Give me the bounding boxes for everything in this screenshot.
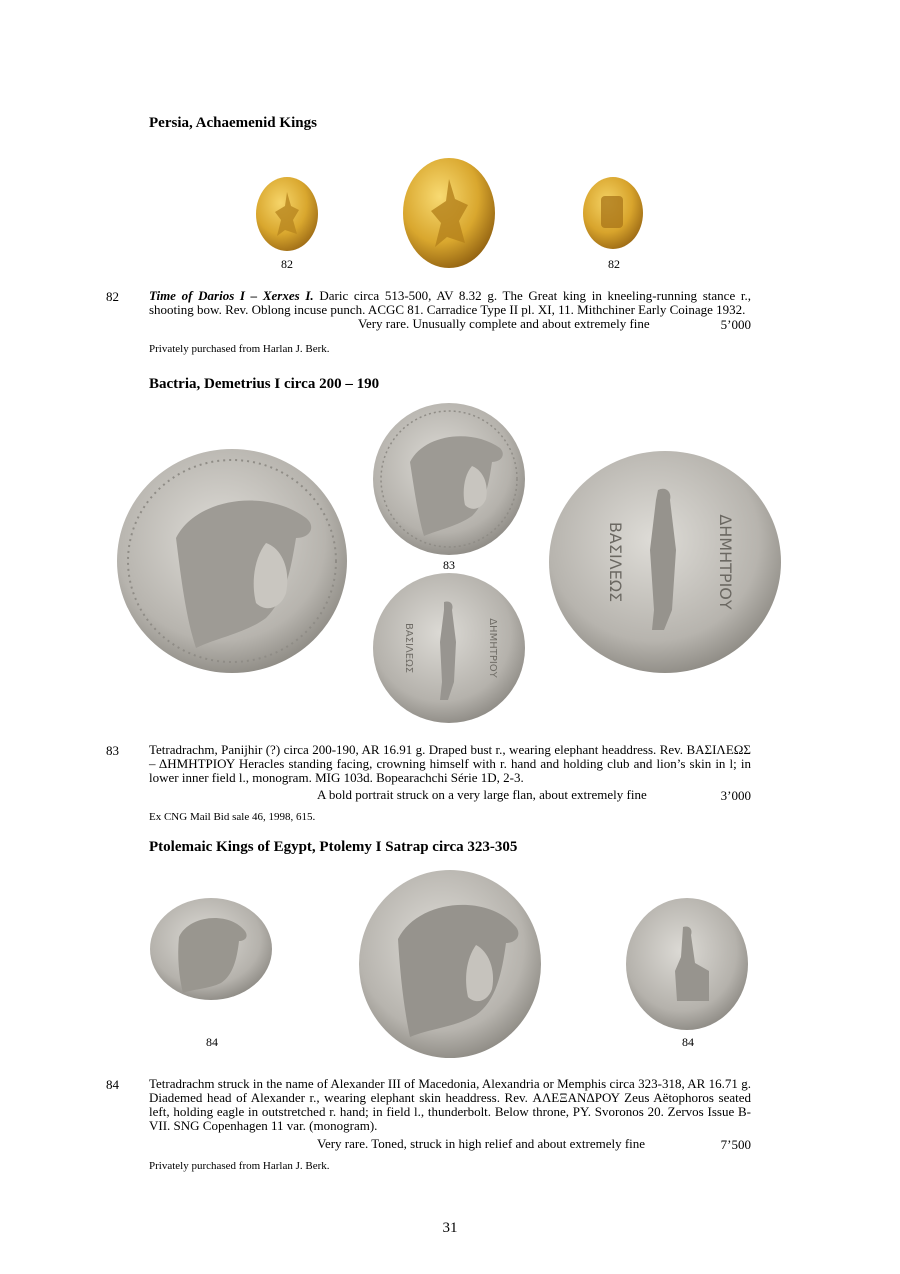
section-title-bactria: Bactria, Demetrius I circa 200 – 190 bbox=[149, 376, 380, 392]
coin-label-84-left: 84 bbox=[206, 1035, 218, 1049]
lot-title-82: Time of Darios I – Xerxes I. bbox=[149, 288, 314, 303]
lot-description-83: Tetradrachm, Panijhir (?) circa 200-190, AR 16.91 g. Draped bust r., wearing elephant headdress. Rev. ΒΑΣΙΛΕΩΣ – ΔΗΜΗΤΡΙΟΥ Heracles standing facing, crowning himself with r. hand and holding club and lion’s skin in l; in lower inner field l., monogram. MIG 103d. Bopearachchi Série 1D, 2-3. bbox=[149, 742, 751, 785]
coin-83-obverse-large bbox=[116, 448, 348, 674]
coin-label-83: 83 bbox=[443, 558, 455, 572]
coin-83-reverse-large bbox=[548, 450, 782, 674]
coin-82-reverse-small bbox=[582, 176, 644, 250]
lot-number-83: 83 bbox=[106, 743, 119, 758]
coin-84-obverse-small bbox=[149, 897, 273, 1001]
coin-83-small-legend-right: ΔΗΜΗΤΡΙΟΥ bbox=[487, 618, 498, 678]
page-number: 31 bbox=[442, 1220, 458, 1236]
lot-grade-83: A bold portrait struck on a very large flan, about extremely fine bbox=[317, 787, 647, 802]
coin-82-obverse-small bbox=[255, 176, 319, 252]
coin-83-large-legend-left: ΒΑΣΙΛΕΩΣ bbox=[606, 521, 625, 603]
section-title-ptolemaic: Ptolemaic Kings of Egypt, Ptolemy I Satrap circa 323-305 bbox=[149, 839, 518, 855]
lot-description-84: Tetradrachm struck in the name of Alexander III of Macedonia, Alexandria or Memphis circa 323-318, AR 16.71 g. Diademed head of Alexander r., wearing elephant skin headdress. Rev. ΑΛΕΞΑΝΔΡΟΥ Zeus Aëtophoros seated left, holding eagle in outstretched r. hand; in field l., thunderbolt. Below throne, PY. Svoronos 20. Zervos Issue B-VII. SNG Copenhagen 11 var. (monogram). bbox=[149, 1076, 751, 1133]
section-title-persia: Persia, Achaemenid Kings bbox=[149, 115, 317, 131]
lot-price-84: 7’500 bbox=[720, 1137, 751, 1152]
lot-provenance-82: Privately purchased from Harlan J. Berk. bbox=[149, 343, 330, 355]
coin-83-obverse-small bbox=[372, 402, 526, 556]
lot-grade-82: Very rare. Unusually complete and about extremely fine bbox=[358, 316, 650, 331]
lot-text-82: Daric circa 513-500, AV 8.32 g. The Great king in kneeling-running stance r., shooting bow. Rev. Oblong incuse punch. ACGC 81. Carradice Type II pl. XI, 11. Mithchiner Early Coinage 1932. bbox=[149, 288, 751, 317]
lot-grade-84: Very rare. Toned, struck in high relief and about extremely fine bbox=[317, 1136, 646, 1151]
coin-84-reverse-small bbox=[625, 897, 750, 1031]
coin-label-82-left: 82 bbox=[281, 257, 293, 271]
lot-number-82: 82 bbox=[106, 289, 119, 304]
coin-83-large-legend-right: ΔΗΜΗΤΡΙΟΥ bbox=[716, 514, 735, 610]
coin-83-small-legend-left: ΒΑΣΙΛΕΩΣ bbox=[403, 622, 414, 674]
coin-82-obverse-large bbox=[402, 157, 497, 270]
lot-price-83: 3’000 bbox=[720, 788, 751, 803]
coin-83-reverse-small bbox=[372, 572, 527, 724]
lot-number-84: 84 bbox=[106, 1077, 119, 1092]
coin-84-obverse-large bbox=[358, 869, 543, 1059]
lot-provenance-83: Ex CNG Mail Bid sale 46, 1998, 615. bbox=[149, 811, 316, 823]
lot-provenance-84: Privately purchased from Harlan J. Berk. bbox=[149, 1160, 330, 1172]
coin-label-84-right: 84 bbox=[682, 1035, 694, 1049]
lot-price-82: 5’000 bbox=[720, 317, 751, 332]
coin-label-82-right: 82 bbox=[608, 257, 620, 271]
